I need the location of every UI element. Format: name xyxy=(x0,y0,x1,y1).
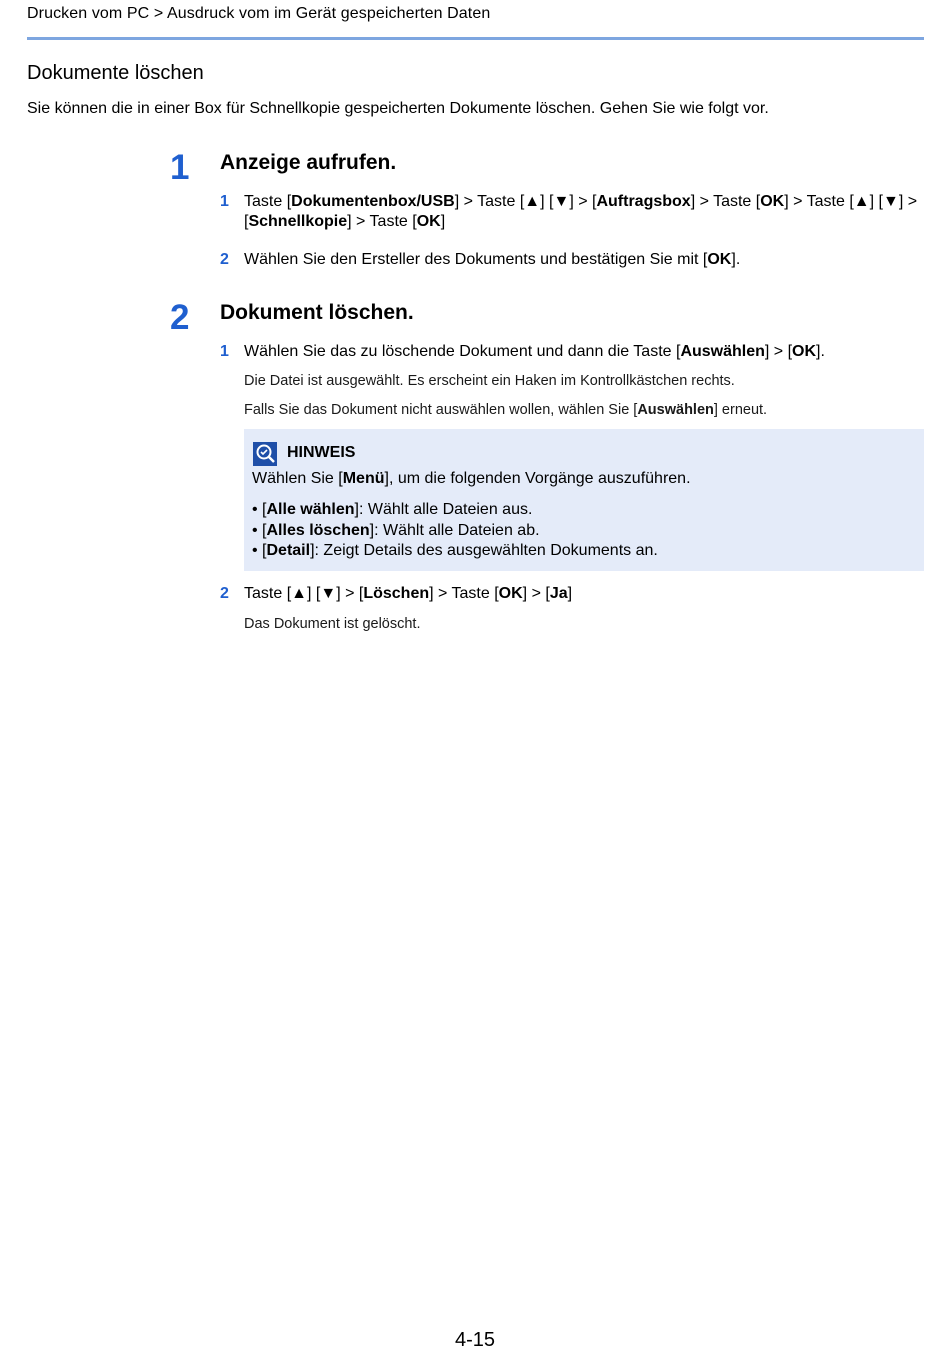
step-number: 2 xyxy=(170,298,190,337)
page-number: 4-15 xyxy=(454,1329,496,1351)
substep xyxy=(220,250,920,270)
substep-number: 1 xyxy=(220,343,229,360)
breadcrumb: Drucken vom PC > Ausdruck vom im Gerät gespeicherten Daten xyxy=(27,5,491,22)
list-item: • [Detail]: Zeigt Details des ausgewählten Dokuments an. xyxy=(252,542,658,559)
header-rule xyxy=(27,37,924,40)
list-item: • [Alle wählen]: Wählt alle Dateien aus. xyxy=(252,501,533,518)
hinweis-label: HINWEIS xyxy=(287,444,356,461)
substep-note: Falls Sie das Dokument nicht auswählen wollen, wählen Sie [Auswählen] erneut. xyxy=(244,402,768,418)
substep xyxy=(220,342,920,362)
substep-text: Taste [▲] [▼] > [Löschen] > Taste [OK] > [Ja] xyxy=(244,585,573,602)
hinweis-list xyxy=(252,500,658,562)
substep-number: 2 xyxy=(220,251,229,268)
substep-note: Die Datei ist ausgewählt. Es erscheint ein Haken im Kontrollkästchen rechts. xyxy=(244,373,735,389)
substep-number: 1 xyxy=(220,193,229,210)
substep-note: Das Dokument ist gelöscht. xyxy=(244,616,421,632)
intro-text: Sie können die in einer Box für Schnellkopie gespeicherten Dokumente löschen. Gehen Sie wie folgt vor. xyxy=(27,100,769,117)
hinweis-box xyxy=(244,429,924,571)
step-number: 1 xyxy=(170,148,190,187)
note-icon xyxy=(253,442,277,466)
substep xyxy=(220,584,920,604)
substep-number: 2 xyxy=(220,585,229,602)
substep-text: Wählen Sie das zu löschende Dokument und dann die Taste [Auswählen] > [OK]. xyxy=(244,343,825,360)
substep-text: Wählen Sie den Ersteller des Dokuments und bestätigen Sie mit [OK]. xyxy=(244,251,741,268)
list-item: • [Alles löschen]: Wählt alle Dateien ab. xyxy=(252,521,540,539)
hinweis-text: Wählen Sie [Menü], um die folgenden Vorgänge auszuführen. xyxy=(252,470,691,487)
substep xyxy=(220,192,920,232)
step-title: Anzeige aufrufen. xyxy=(220,151,397,174)
section-title: Dokumente löschen xyxy=(27,62,204,84)
substep-text: Taste [Dokumentenbox/USB] > Taste [▲] [▼] > [Auftragsbox] > Taste [OK] > Taste [▲] [▼] > [Schnellkopie] > Taste [OK] xyxy=(244,193,918,230)
step-title: Dokument löschen. xyxy=(220,301,414,324)
